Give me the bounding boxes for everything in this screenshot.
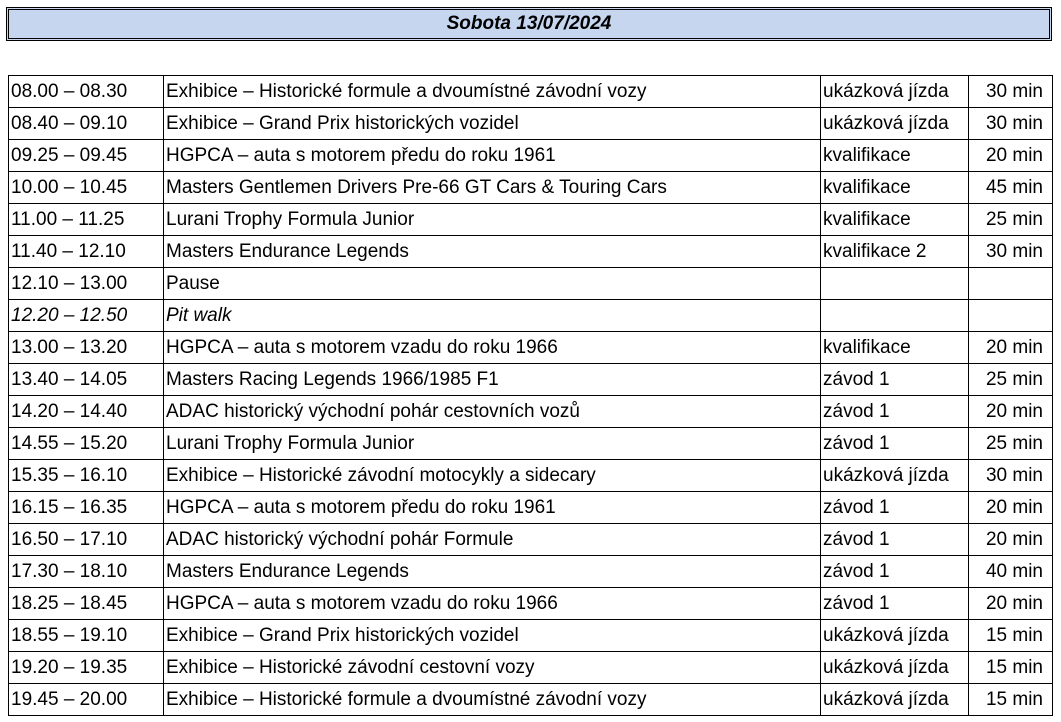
duration-cell: 15 min [969, 652, 1053, 684]
duration-cell: 45 min [969, 172, 1053, 204]
time-cell: 17.30 – 18.10 [9, 556, 164, 588]
event-cell: Pit walk [164, 300, 821, 332]
type-cell: závod 1 [821, 396, 969, 428]
schedule-row [9, 236, 1053, 268]
event-cell: Exhibice – Historické formule a dvoumístné závodní vozy [164, 684, 821, 716]
time-cell: 08.00 – 08.30 [9, 76, 164, 108]
day-header [6, 7, 1052, 41]
schedule-row [9, 332, 1053, 364]
duration-cell [969, 268, 1053, 300]
duration-cell: 25 min [969, 428, 1053, 460]
schedule-row [9, 364, 1053, 396]
schedule-row [9, 300, 1053, 332]
duration-cell: 20 min [969, 396, 1053, 428]
time-cell: 11.40 – 12.10 [9, 236, 164, 268]
type-cell: závod 1 [821, 556, 969, 588]
event-cell: Masters Endurance Legends [164, 236, 821, 268]
time-cell: 10.00 – 10.45 [9, 172, 164, 204]
event-cell: ADAC historický východní pohár cestovních vozů [164, 396, 821, 428]
time-cell: 19.20 – 19.35 [9, 652, 164, 684]
time-cell: 18.55 – 19.10 [9, 620, 164, 652]
time-cell: 15.35 – 16.10 [9, 460, 164, 492]
duration-cell: 20 min [969, 332, 1053, 364]
type-cell: závod 1 [821, 364, 969, 396]
event-cell: Exhibice – Historické závodní motocykly a sidecary [164, 460, 821, 492]
event-cell: HGPCA – auta s motorem předu do roku 1961 [164, 140, 821, 172]
duration-cell: 20 min [969, 524, 1053, 556]
schedule-row [9, 684, 1053, 716]
time-cell: 14.20 – 14.40 [9, 396, 164, 428]
type-cell: kvalifikace [821, 204, 969, 236]
type-cell: závod 1 [821, 524, 969, 556]
time-cell: 14.55 – 15.20 [9, 428, 164, 460]
duration-cell: 20 min [969, 492, 1053, 524]
type-cell: kvalifikace [821, 140, 969, 172]
duration-cell [969, 300, 1053, 332]
schedule-row [9, 140, 1053, 172]
duration-cell: 40 min [969, 556, 1053, 588]
duration-cell: 20 min [969, 588, 1053, 620]
event-cell: Exhibice – Grand Prix historických vozidel [164, 108, 821, 140]
duration-cell: 15 min [969, 684, 1053, 716]
schedule-row [9, 620, 1053, 652]
duration-cell: 25 min [969, 364, 1053, 396]
event-cell: ADAC historický východní pohár Formule [164, 524, 821, 556]
event-cell: HGPCA – auta s motorem vzadu do roku 1966 [164, 332, 821, 364]
schedule-row [9, 428, 1053, 460]
time-cell: 08.40 – 09.10 [9, 108, 164, 140]
event-cell: Exhibice – Historické závodní cestovní vozy [164, 652, 821, 684]
schedule-row [9, 204, 1053, 236]
schedule-body [9, 76, 1053, 716]
schedule-row [9, 172, 1053, 204]
duration-cell: 30 min [969, 76, 1053, 108]
type-cell: ukázková jízda [821, 460, 969, 492]
type-cell: závod 1 [821, 428, 969, 460]
event-cell: Masters Endurance Legends [164, 556, 821, 588]
time-cell: 11.00 – 11.25 [9, 204, 164, 236]
type-cell: ukázková jízda [821, 684, 969, 716]
schedule-row [9, 588, 1053, 620]
event-cell: Lurani Trophy Formula Junior [164, 204, 821, 236]
type-cell: závod 1 [821, 588, 969, 620]
schedule-table [8, 75, 1053, 716]
schedule-row [9, 492, 1053, 524]
event-cell: HGPCA – auta s motorem předu do roku 1961 [164, 492, 821, 524]
event-cell: Masters Racing Legends 1966/1985 F1 [164, 364, 821, 396]
time-cell: 16.15 – 16.35 [9, 492, 164, 524]
type-cell [821, 300, 969, 332]
type-cell: kvalifikace [821, 172, 969, 204]
time-cell: 13.00 – 13.20 [9, 332, 164, 364]
type-cell: ukázková jízda [821, 108, 969, 140]
day-title: Sobota 13/07/2024 [446, 13, 612, 34]
schedule-row [9, 556, 1053, 588]
type-cell: ukázková jízda [821, 652, 969, 684]
duration-cell: 30 min [969, 236, 1053, 268]
schedule-row [9, 460, 1053, 492]
schedule-row [9, 652, 1053, 684]
duration-cell: 25 min [969, 204, 1053, 236]
event-cell: Exhibice – Grand Prix historických vozidel [164, 620, 821, 652]
event-cell: Lurani Trophy Formula Junior [164, 428, 821, 460]
type-cell: ukázková jízda [821, 76, 969, 108]
schedule-row [9, 108, 1053, 140]
time-cell: 12.10 – 13.00 [9, 268, 164, 300]
time-cell: 12.20 – 12.50 [9, 300, 164, 332]
schedule-row [9, 524, 1053, 556]
event-cell: HGPCA – auta s motorem vzadu do roku 1966 [164, 588, 821, 620]
type-cell [821, 268, 969, 300]
duration-cell: 20 min [969, 140, 1053, 172]
time-cell: 18.25 – 18.45 [9, 588, 164, 620]
event-cell: Pause [164, 268, 821, 300]
duration-cell: 15 min [969, 620, 1053, 652]
type-cell: kvalifikace 2 [821, 236, 969, 268]
time-cell: 16.50 – 17.10 [9, 524, 164, 556]
time-cell: 09.25 – 09.45 [9, 140, 164, 172]
duration-cell: 30 min [969, 460, 1053, 492]
time-cell: 13.40 – 14.05 [9, 364, 164, 396]
schedule-row [9, 76, 1053, 108]
event-cell: Masters Gentlemen Drivers Pre-66 GT Cars & Touring Cars [164, 172, 821, 204]
schedule-row [9, 268, 1053, 300]
type-cell: ukázková jízda [821, 620, 969, 652]
type-cell: závod 1 [821, 492, 969, 524]
duration-cell: 30 min [969, 108, 1053, 140]
schedule-row [9, 396, 1053, 428]
time-cell: 19.45 – 20.00 [9, 684, 164, 716]
type-cell: kvalifikace [821, 332, 969, 364]
event-cell: Exhibice – Historické formule a dvoumístné závodní vozy [164, 76, 821, 108]
